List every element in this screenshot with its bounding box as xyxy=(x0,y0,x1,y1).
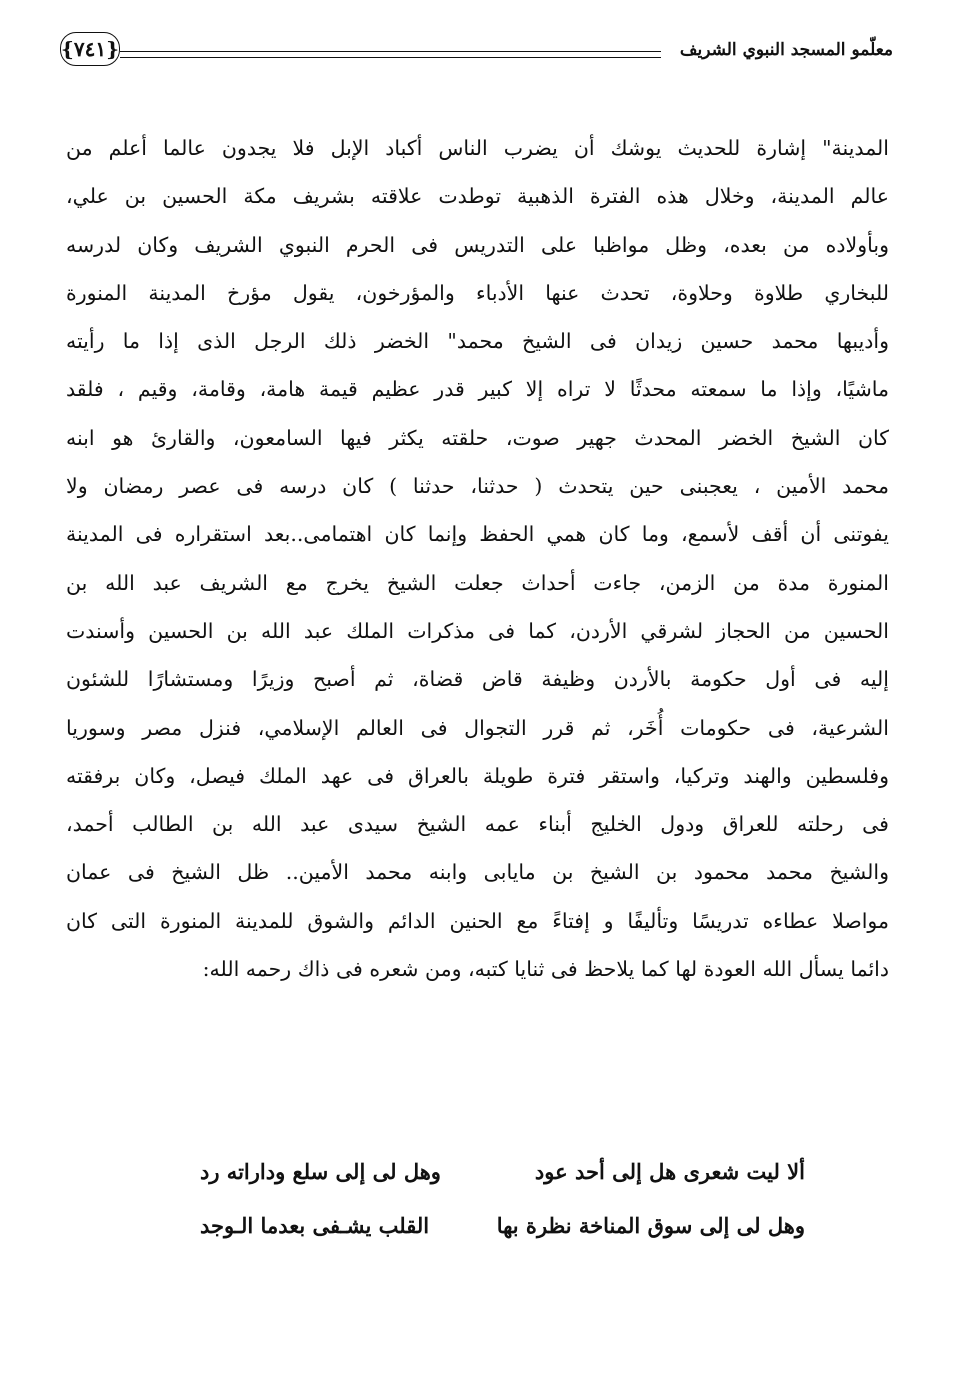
text-line: يفوتنى أن أقف لأسمع، وما كان همي الحفظ وإنما كان اهتمامى..بعد استقراره فى المدينة xyxy=(66,522,889,547)
poem xyxy=(200,1145,805,1253)
verse-second-hemistich: وهل لى إلى سلع وداراته رد xyxy=(200,1159,441,1184)
text-line: المنورة مدة من الزمن، جاءت أحداث جعلت الشيخ يخرج مع الشريف عبد الله بن xyxy=(66,570,889,595)
text-line: عالم المدينة، وخلال هذه الفترة الذهبية توطدت علاقته بشريف مكة الحسين بن علي، xyxy=(66,184,889,209)
header-rule xyxy=(120,51,661,58)
text-line: وفلسطين والهند وتركيا، واستقر فترة طويلة بالعراق فى عهد الملك فيصل، وكان برفقته xyxy=(66,763,889,788)
poem-verse xyxy=(200,1199,805,1253)
running-header xyxy=(60,30,893,78)
text-line: مواصلا عطاءه تدريسًا وتأليفًا و إفتاءً مع الحنين الدائم والشوق للمدينة المنورة التى كان xyxy=(66,908,889,933)
verse-first-hemistich: ألا ليت شعرى هل إلى أحد عود xyxy=(534,1159,805,1184)
text-line: وأديبها محمد حسين زيدان فى الشيخ محمد" الخضر ذلك الرجل الذى إذا ما رأيته xyxy=(66,329,889,354)
text-line: ماشيًا، وإذا ما سمعته محدثًا لا تراه إلا كبير قدر عظيم قيمة هامة، وقامة، وقيم ، فلقد xyxy=(66,377,889,402)
text-line: الحسين من الحجاز لشرقي الأردن، كما فى مذكرات الملك عبد الله بن الحسين وأسندت xyxy=(66,618,889,643)
page-number: {٧٤١} xyxy=(60,32,120,66)
text-line: دائما يسأل الله العودة لها كما يلاحظ فى ثنايا كتبه، ومن شعره فى ذاك رحمه الله: xyxy=(202,957,889,982)
text-line: والشيخ محمد محمود بن الشيخ بن مايابى وابنه محمد الأمين.. ظل الشيخ فى عمان xyxy=(66,860,889,885)
text-line: إليه فى أول حكومة بالأردن وظيفة قاض قضاة، ثم أصبح وزيرًا ومستشارًا للشئون xyxy=(66,667,889,692)
text-line: محمد الأمين ، يعجبنى حين يتحدث ( حدثنا، حدثنا ) كان درسه فى عصر رمضان ولا xyxy=(66,474,889,499)
body-text xyxy=(66,124,889,993)
poem-verse xyxy=(200,1145,805,1199)
text-line: كان الشيخ الخضر المحدث جهير صوت، حلقته يكثر فيها السامعون، والقارئ هو ابنه xyxy=(66,425,889,450)
verse-first-hemistich: وهل لى إلى سوق المناخة نظرة بها xyxy=(496,1213,805,1238)
verse-second-hemistich: القلب يشـفى بعدما الـوجد xyxy=(200,1213,430,1238)
text-line: الشرعية، فى حكومات أُخَر، ثم قرر التجوال فى العالم الإسلامي، فنزل مصر وسوريا xyxy=(66,715,889,740)
text-line: المدينة" إشارة للحديث يوشك أن يضرب الناس أكباد الإبل فلا يجدون عالما أعلم من xyxy=(66,136,889,160)
text-line: فى رحلته للعراق ودول الخليج أبناء عمه الشيخ سيدى عبد الله بن الطالب أحمد، xyxy=(66,812,889,837)
text-line: للبخاري طلاوة وحلاوة، تحدث عنها الأدباء والمؤرخون، يقول مؤرخ المدينة المنورة xyxy=(66,280,889,305)
running-title: معلّمو المسجد النبوي الشريف xyxy=(679,40,893,60)
text-line: وبأولاده من بعده، وظل مواظبا على التدريس فى الحرم النبوي الشريف وكان لدرسه xyxy=(66,232,889,257)
